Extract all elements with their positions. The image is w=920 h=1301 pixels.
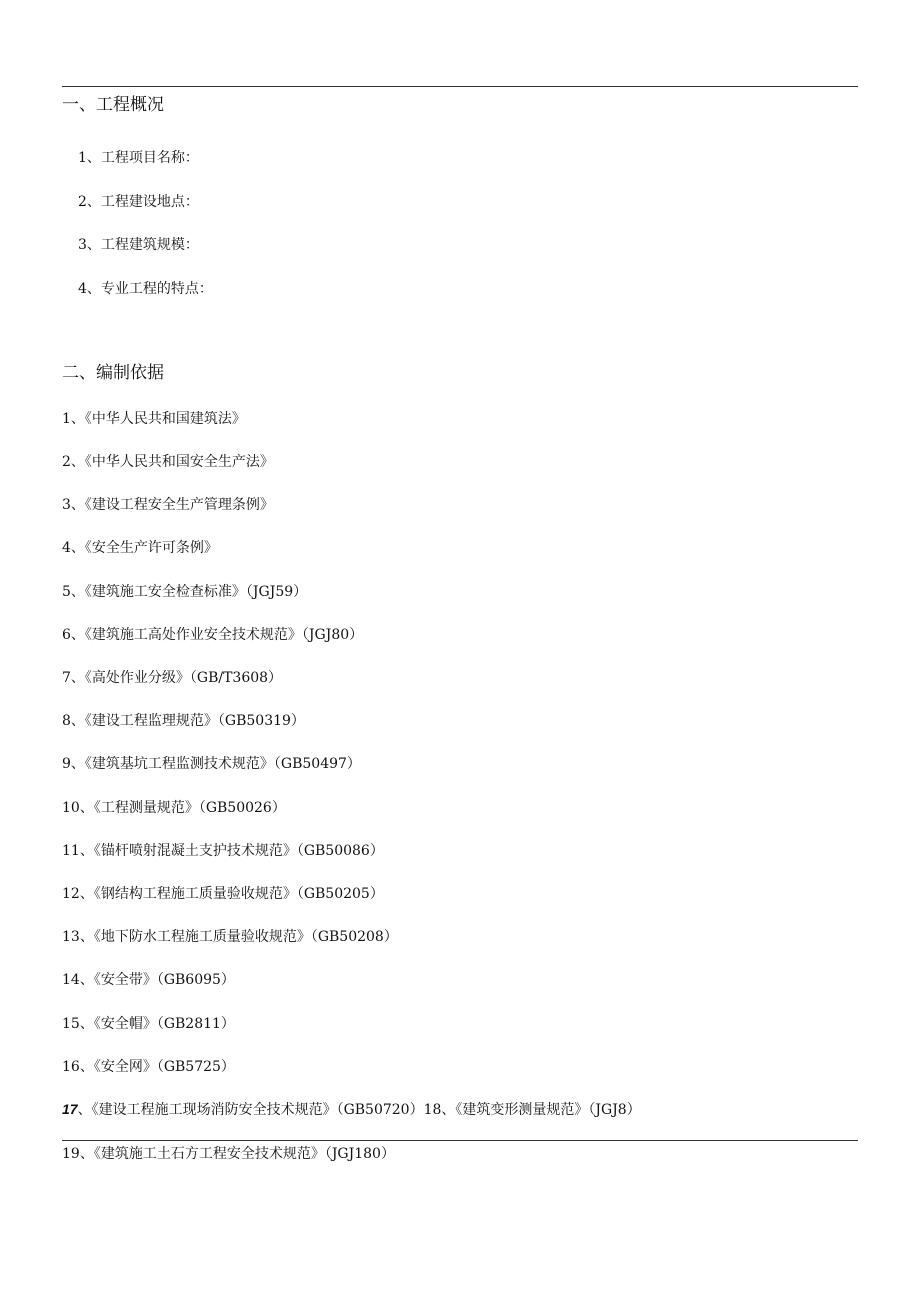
reference-item: 8、《建设工程监理规范》（GB50319） bbox=[62, 713, 305, 729]
reference-item: 6、《建筑施工高处作业安全技术规范》（JGJ80） bbox=[62, 627, 364, 643]
overview-item-features: 4、专业工程的特点： bbox=[78, 281, 213, 297]
reference-item: 4、《安全生产许可条例》 bbox=[62, 540, 218, 556]
reference-item: 7、《高处作业分级》（GB/T3608） bbox=[62, 670, 283, 686]
reference-item: 12、《钢结构工程施工质量验收规范》（GB50205） bbox=[62, 886, 384, 902]
reference-item: 15、《安全帽》（GB2811） bbox=[62, 1016, 235, 1032]
section-title-overview: 一、工程概况 bbox=[62, 95, 164, 115]
reference-item: 14、《安全带》（GB6095） bbox=[62, 972, 235, 988]
page-break-rule bbox=[62, 1140, 858, 1141]
reference-item: 3、《建设工程安全生产管理条例》 bbox=[62, 497, 274, 513]
reference-item-19: 19、《建筑施工土石方工程安全技术规范》（JGJ180） bbox=[62, 1146, 395, 1162]
reference-item: 13、《地下防水工程施工质量验收规范》（GB50208） bbox=[62, 929, 398, 945]
reference-item-17-18 bbox=[62, 1099, 641, 1119]
reference-number-17: 17 bbox=[62, 1101, 78, 1117]
header-rule bbox=[62, 86, 858, 87]
overview-item-scale: 3、工程建筑规模： bbox=[78, 237, 199, 253]
overview-item-project-name: 1、工程项目名称： bbox=[78, 150, 199, 166]
section-title-basis: 二、编制依据 bbox=[62, 363, 164, 383]
reference-item: 11、《锚杆喷射混凝土支护技术规范》（GB50086） bbox=[62, 843, 384, 859]
reference-text-17-18: 、《建设工程施工现场消防安全技术规范》（GB50720）18、《建筑变形测量规范》（JGJ8） bbox=[77, 1102, 641, 1118]
overview-item-location: 2、工程建设地点： bbox=[78, 194, 199, 210]
reference-item: 9、《建筑基坑工程监测技术规范》（GB50497） bbox=[62, 756, 361, 772]
reference-item: 10、《工程测量规范》（GB50026） bbox=[62, 800, 286, 816]
reference-item: 1、《中华人民共和国建筑法》 bbox=[62, 411, 246, 427]
reference-item: 16、《安全网》（GB5725） bbox=[62, 1059, 235, 1075]
reference-item: 5、《建筑施工安全检查标准》（JGJ59） bbox=[62, 584, 308, 600]
reference-item: 2、《中华人民共和国安全生产法》 bbox=[62, 454, 274, 470]
